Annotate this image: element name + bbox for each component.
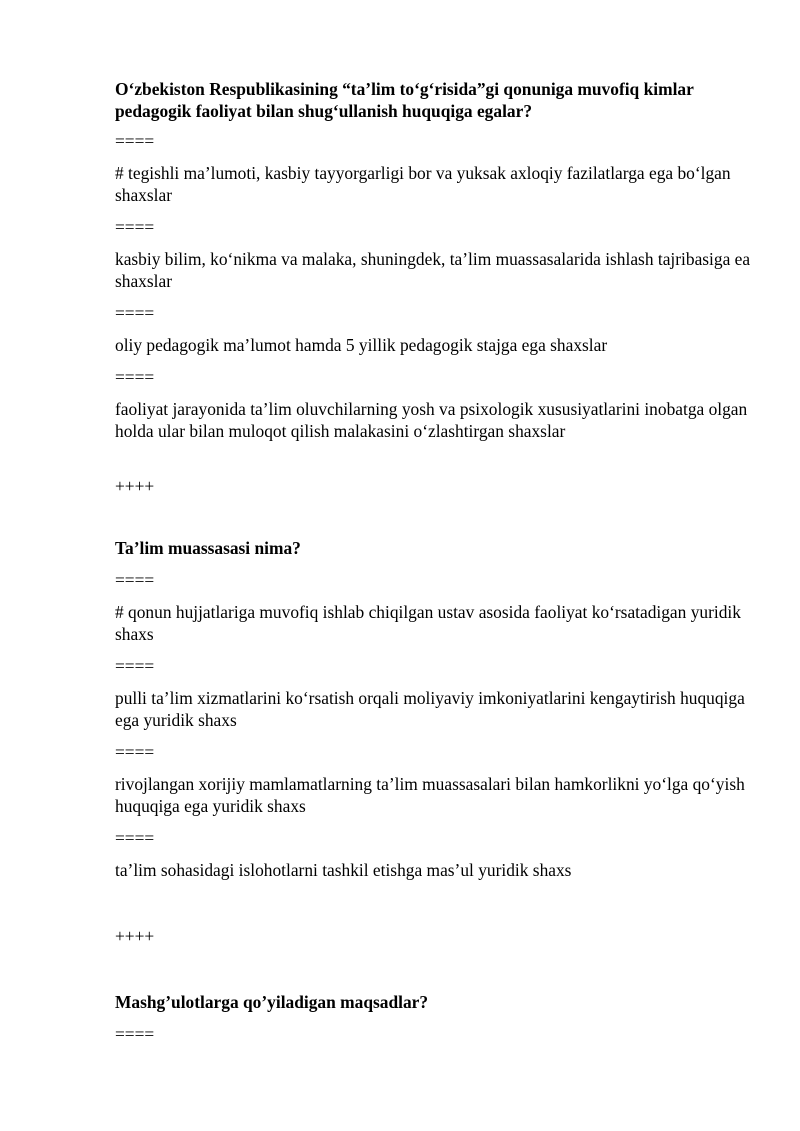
answer-1-1: # tegishli ma’lumoti, kasbiy tayyorgarligi bor va yuksak axloqiy fazilatlarga ega bo‘lgan shaxslar xyxy=(115,163,731,205)
question-3-text: Mashg’ulotlarga qo’yiladigan maqsadlar? xyxy=(115,992,429,1012)
end-marker: ++++ xyxy=(115,926,155,946)
answer-2-4: ta’lim sohasidagi islohotlarni tashkil etishga mas’ul yuridik shaxs xyxy=(115,860,572,880)
separator: ==== xyxy=(115,131,155,151)
answer-1-4: faoliyat jarayonida ta’lim oluvchilarning yosh va psixologik xususiyatlarini inobatga olgan holda ular bilan muloqot qilish malakasini o‘zlashtirgan shaxslar xyxy=(115,399,748,441)
answer-1-3: oliy pedagogik ma’lumot hamda 5 yillik pedagogik stajga ega shaxslar xyxy=(115,335,608,355)
answer-2-3: rivojlangan xorijiy mamlamatlarning ta’lim muassasalari bilan hamkorlikni yo‘lga qo‘yish huquqiga ega yuridik shaxs xyxy=(115,774,745,816)
separator: ==== xyxy=(115,742,155,762)
separator: ==== xyxy=(115,217,155,237)
answer-2-1: # qonun hujjatlariga muvofiq ishlab chiqilgan ustav asosida faoliyat ko‘rsatadigan yuridik shaxs xyxy=(115,602,741,644)
separator: ==== xyxy=(115,656,155,676)
question-1-text: O‘zbekiston Respublikasining “ta’lim to‘g‘risida”gi qonuniga muvofiq kimlar pedagogik faoliyat bilan shug‘ullanish huquqiga egalar? xyxy=(115,79,694,121)
end-marker: ++++ xyxy=(115,476,155,496)
separator: ==== xyxy=(115,570,155,590)
separator: ==== xyxy=(115,303,155,323)
document-page xyxy=(115,78,755,1045)
answer-1-2: kasbiy bilim, ko‘nikma va malaka, shuningdek, ta’lim muassasalarida ishlash tajribasiga ea shaxslar xyxy=(115,249,751,291)
answer-2-2: pulli ta’lim xizmatlarini ko‘rsatish orqali moliyaviy imkoniyatlarini kengaytirish huquqiga ega yuridik shaxs xyxy=(115,688,745,730)
question-2-text: Ta’lim muassasasi nima? xyxy=(115,538,301,558)
separator: ==== xyxy=(115,1024,155,1044)
separator: ==== xyxy=(115,367,155,387)
separator: ==== xyxy=(115,828,155,848)
